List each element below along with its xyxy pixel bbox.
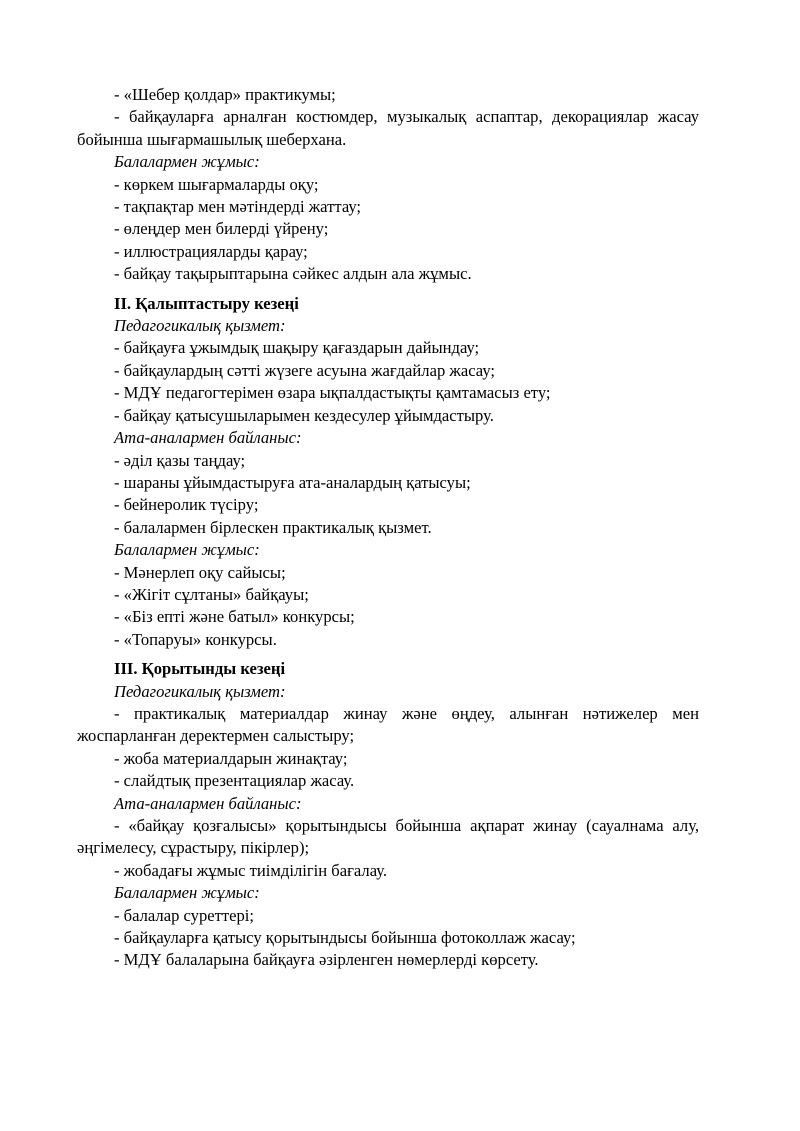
paragraph-workshop: - байқауларға арналған костюмдер, музыкалық аспаптар, декорациялар жасау бойынша шығармашылық шеберхана. — [77, 107, 699, 149]
list-item: - жобадағы жұмыс тиімділігін бағалау. — [114, 860, 388, 880]
list-item: - «Жігіт сұлтаны» байқауы; — [114, 584, 309, 604]
list-item: - байқау тақырыптарына сәйкес алдын ала жұмыс. — [114, 264, 472, 284]
list-item: - байқау қатысушыларымен кездесулер ұйымдастыру. — [114, 405, 494, 425]
list-item: - тақпақтар мен мәтіндерді жаттау; — [114, 197, 362, 217]
paragraph-survey: - «байқау қозғалысы» қорытындысы бойынша ақпарат жинау (сауалнама алу, әңгімелесу, сұрастыру, пікірлер); — [77, 816, 699, 858]
parents-contact-label: Ата-аналармен байланыс: — [114, 793, 302, 813]
list-item: - иллюстрацияларды қарау; — [114, 241, 308, 261]
pedagogical-activity-label: Педагогикалық қызмет: — [114, 316, 286, 336]
list-item: - балалармен бірлескен практикалық қызмет. — [114, 517, 432, 537]
list-item: - «Топаруы» конкурсы. — [114, 629, 277, 649]
section-heading-formation: ІІ. Қалыптастыру кезеңі — [114, 293, 299, 313]
list-item: - жоба материалдарын жинақтау; — [114, 748, 348, 768]
section-heading-conclusion: ІІІ. Қорытынды кезеңі — [114, 659, 286, 679]
paragraph-materials: - практикалық материалдар жинау және өңдеу, алынған нәтижелер мен жоспарланған деректермен салыстыру; — [77, 703, 699, 746]
list-item: - көркем шығармаларды оқу; — [114, 174, 319, 194]
list-item: - слайдтық презентациялар жасау. — [114, 771, 355, 791]
list-item: - байқауға ұжымдық шақыру қағаздарын дайындау; — [114, 338, 480, 358]
children-work-label: Балалармен жұмыс: — [114, 152, 260, 172]
list-item: - МДҰ педагогтерімен өзара ықпалдастықты қамтамасыз ету; — [114, 383, 551, 403]
list-item-practicum: - «Шебер қолдар» практикумы; — [114, 85, 336, 104]
list-item: - шараны ұйымдастыруға ата-аналардың қатысуы; — [114, 472, 471, 492]
list-item: - МДҰ балаларына байқауға әзірленген нөмерлерді көрсету. — [114, 950, 539, 970]
list-item: - өлеңдер мен билерді үйрену; — [114, 219, 329, 239]
list-item: - бейнеролик түсіру; — [114, 495, 259, 515]
list-item: - Мәнерлеп оқу сайысы; — [114, 562, 286, 582]
children-work-label: Балалармен жұмыс: — [114, 883, 260, 903]
pedagogical-activity-label: Педагогикалық қызмет: — [114, 681, 286, 701]
list-item: - байқауларға қатысу қорытындысы бойынша фотоколлаж жасау; — [114, 928, 576, 948]
parents-contact-label: Ата-аналармен байланыс: — [114, 428, 302, 448]
page-content — [77, 84, 727, 972]
list-item: - әділ қазы таңдау; — [114, 450, 246, 470]
list-item: - «Біз епті және батыл» конкурсы; — [114, 607, 355, 627]
children-work-label: Балалармен жұмыс: — [114, 540, 260, 560]
list-item: - балалар суреттері; — [114, 905, 255, 925]
list-item: - байқаулардың сәтті жүзеге асуына жағдайлар жасау; — [114, 360, 496, 380]
